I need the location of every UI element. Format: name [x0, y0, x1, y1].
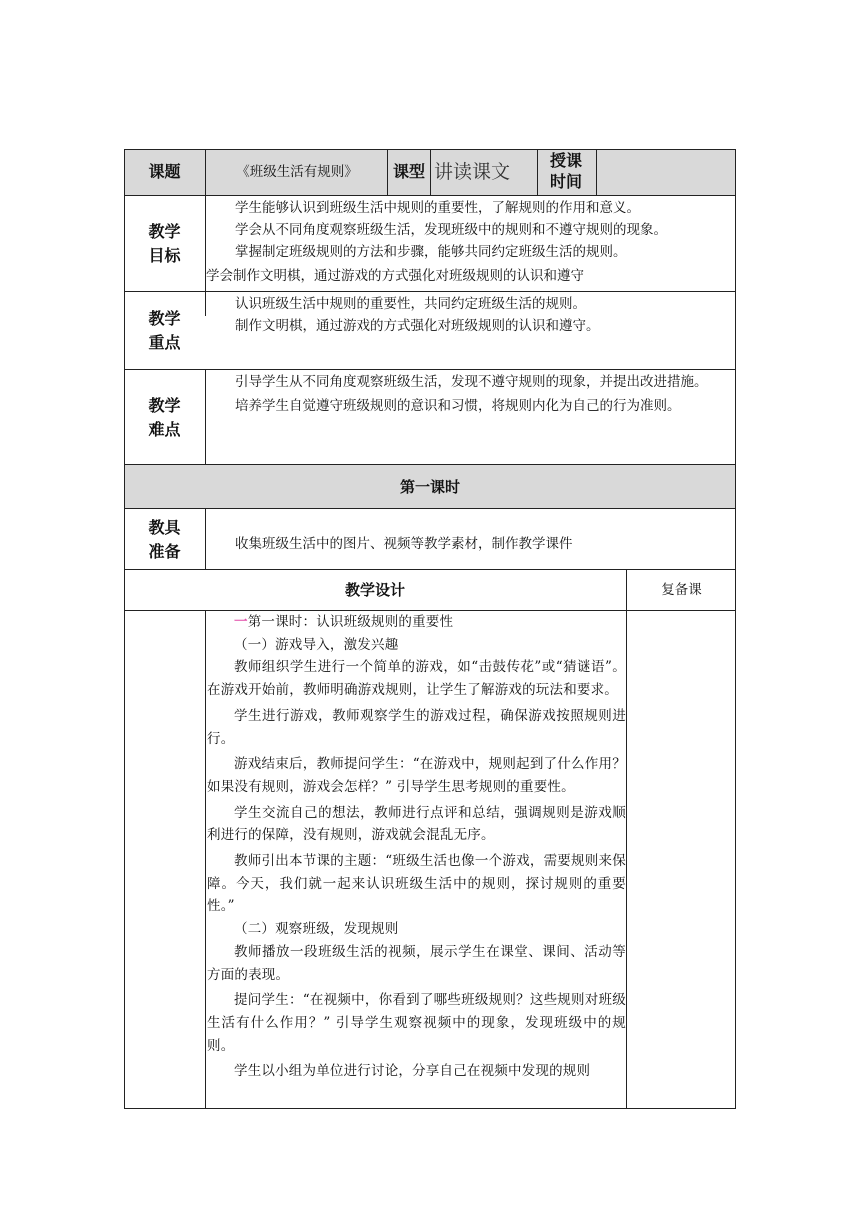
goal-item: 学会制作文明棋，通过游戏的方式强化对班级规则的认识和遵守 — [206, 268, 584, 284]
design-content — [207, 611, 626, 1083]
key-point-item: 制作文明棋，通过游戏的方式强化对班级规则的认识和遵守。 — [235, 318, 600, 334]
goals-text — [208, 197, 734, 287]
key-points-text — [208, 293, 734, 337]
lesson-title: 第一课时 — [399, 478, 460, 496]
tools-label-text: 教具准备 — [148, 517, 181, 561]
type-value: 讲读课文 — [434, 161, 511, 183]
goal-item: 掌握制定班级规则的方法和步骤，能够共同约定班级生活的规则。 — [235, 244, 627, 260]
col-divider-review — [626, 569, 627, 1109]
topic-value: 《班级生活有规则》 — [236, 164, 358, 180]
key-points-label-text: 教学重点 — [148, 309, 181, 352]
col-divider-time — [537, 149, 538, 195]
key-point-item: 认识班级生活中规则的重要性，共同约定班级生活的规则。 — [235, 296, 586, 312]
design-body-row — [124, 610, 736, 1109]
key-points-row — [124, 291, 736, 369]
design-paragraph: 教师播放一段班级生活的视频，展示学生在课堂、课间、活动等方面的表现。 — [207, 943, 626, 983]
col-divider-topic — [387, 149, 388, 195]
key-points-label — [124, 292, 205, 370]
goal-item: 学会从不同角度观察班级生活，发现班级中的规则和不遵守规则的现象。 — [235, 222, 667, 238]
goal-item: 学生能够认识到班级生活中规则的重要性，了解规则的作用和意义。 — [235, 200, 640, 216]
tools-row — [124, 508, 736, 569]
design-paragraph: 游戏结束后，教师提问学生：“在游戏中，规则起到了什么作用？如果没有规则，游戏会怎样？” 引导学生思考规则的重要性。 — [207, 756, 626, 795]
col-divider-label — [205, 149, 206, 316]
time-label — [538, 150, 594, 192]
design-paragraph: （二）观察班级，发现规则 — [234, 921, 399, 938]
difficulties-label — [124, 370, 205, 465]
design-paragraph: 教师组织学生进行一个简单的游戏，如“击鼓传花”或“猜谜语”。在游戏开始前，教师明确游戏规则，让学生了解游戏的玩法和要求。 — [207, 659, 626, 699]
col-divider-time-value — [596, 149, 597, 195]
design-paragraph: 学生交流自己的想法，教师进行点评和总结，强调规则是游戏顺利进行的保障，没有规则，游戏就会混乱无序。 — [207, 804, 626, 844]
design-paragraph: 教师引出本节课的主题：“班级生活也像一个游戏，需要规则来保障。今天，我们就一起来认识班级生活中的规则，探讨规则的重要性。” — [207, 853, 626, 915]
goals-label — [124, 196, 205, 292]
goals-label-text: 教学目标 — [148, 222, 181, 265]
difficulties-label-text: 教学难点 — [148, 395, 181, 439]
tools-text — [208, 533, 734, 555]
section-mark: 一 — [234, 614, 248, 630]
review-heading: 复备课 — [661, 582, 702, 598]
design-heading-row — [124, 569, 736, 610]
col-divider-type — [430, 149, 431, 195]
difficulty-item: 引导学生从不同角度观察班级生活，发现不遵守规则的现象，并提出改进措施。 — [235, 374, 708, 390]
col-divider-label — [205, 369, 206, 464]
design-heading: 教学设计 — [344, 581, 405, 599]
goals-row — [124, 195, 736, 291]
design-paragraph: 学生以小组为单位进行讨论，分享自己在视频中发现的规则 — [234, 1063, 591, 1080]
difficulty-item: 培养学生自觉遵守班级规则的意识和习惯，将规则内化为自己的行为准则。 — [235, 398, 681, 414]
type-label: 课型 — [392, 162, 425, 181]
tools-label — [124, 509, 205, 570]
col-divider-label — [205, 508, 206, 569]
design-paragraph: 提问学生：“在视频中，你看到了哪些班级规则？这些规则对班级生活有什么作用？” 引导学生观察视频中的现象，发现班级中的规则。 — [207, 992, 626, 1054]
difficulties-text — [208, 371, 734, 418]
lesson-title-row — [124, 464, 736, 508]
tools-text-line: 收集班级生活中的图片、视频等教学素材，制作教学课件 — [235, 536, 573, 552]
lesson-plan-table — [124, 149, 736, 1109]
col-divider-label — [205, 610, 206, 1109]
first-line-text: 第一课时：认识班级规则的重要性 — [247, 614, 454, 630]
time-label-text: 授课时间 — [549, 151, 582, 191]
design-first-line — [207, 611, 626, 634]
difficulties-row — [124, 369, 736, 464]
design-paragraph: （一）游戏导入，激发兴趣 — [234, 636, 399, 653]
design-paragraph: 学生进行游戏，教师观察学生的游戏过程，确保游戏按照规则进行。 — [207, 707, 626, 747]
topic-label: 课题 — [148, 162, 181, 181]
